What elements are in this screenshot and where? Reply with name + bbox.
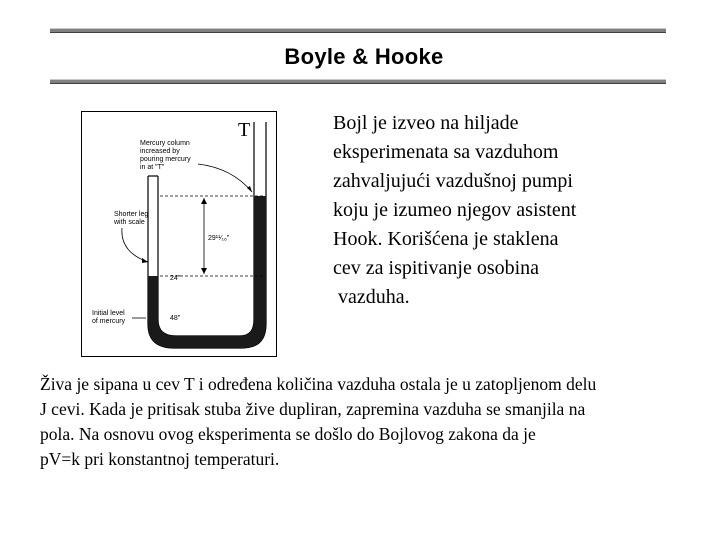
title-underline-rule [50,79,666,84]
mark-48-label: 48" [170,315,181,322]
description-line: cev za ispitivanje osobina [333,257,540,279]
description-line: Bojl je izveo na hiljade [333,112,519,134]
tube-t-label: T [238,119,251,141]
j-tube-diagram [81,111,277,357]
description-line: eksperimenata sa vazduhom [333,141,559,163]
description-paragraph [333,109,653,312]
description-line: koju je izumeo njegov asistent [333,199,577,221]
mark-24-label: 24" [170,275,181,282]
experiment-line: pV=k pri konstantnoj temperaturi. [40,449,280,469]
mercury-arrow [198,164,252,192]
experiment-paragraph [40,372,690,472]
description-line: zahvaljujući vazdušnoj pumpi [333,170,573,192]
mercury-annotation-3: pouring mercury [140,156,191,163]
mercury-fill [148,196,266,348]
description-line: Hook. Korišćena je staklena [333,228,559,250]
mercury-annotation-4: in at "T" [140,164,165,171]
shorter-annotation-1: Shorter leg [114,211,149,218]
experiment-line: J cevi. Kada je pritisak stuba žive dupliran, zapremina vazduha se smanjila na [40,399,586,419]
shorter-arrowhead [142,258,148,263]
mercury-annotation-1: Mercury column [140,140,190,147]
mercury-annotation-2: increased by [140,148,180,155]
shorter-arrow [122,228,148,262]
description-line: vazduha. [333,286,410,308]
slide-title: Boyle & Hooke [284,44,444,69]
initial-annotation-2: of mercury [92,318,126,325]
j-tube-svg [82,112,278,358]
height-label: 29¹¹⁄₁₆" [208,235,230,242]
shorter-annotation-2: with scale [114,219,145,226]
initial-annotation-1: Initial level [92,310,125,317]
experiment-line: Živa je sipana u cev T i određena količina vazduha ostala je u zatopljenom delu [40,374,597,394]
top-rule [50,28,666,33]
experiment-line: pola. Na osnovu ovog eksperimenta se došlo do Bojlovog zakona da je [40,424,536,444]
